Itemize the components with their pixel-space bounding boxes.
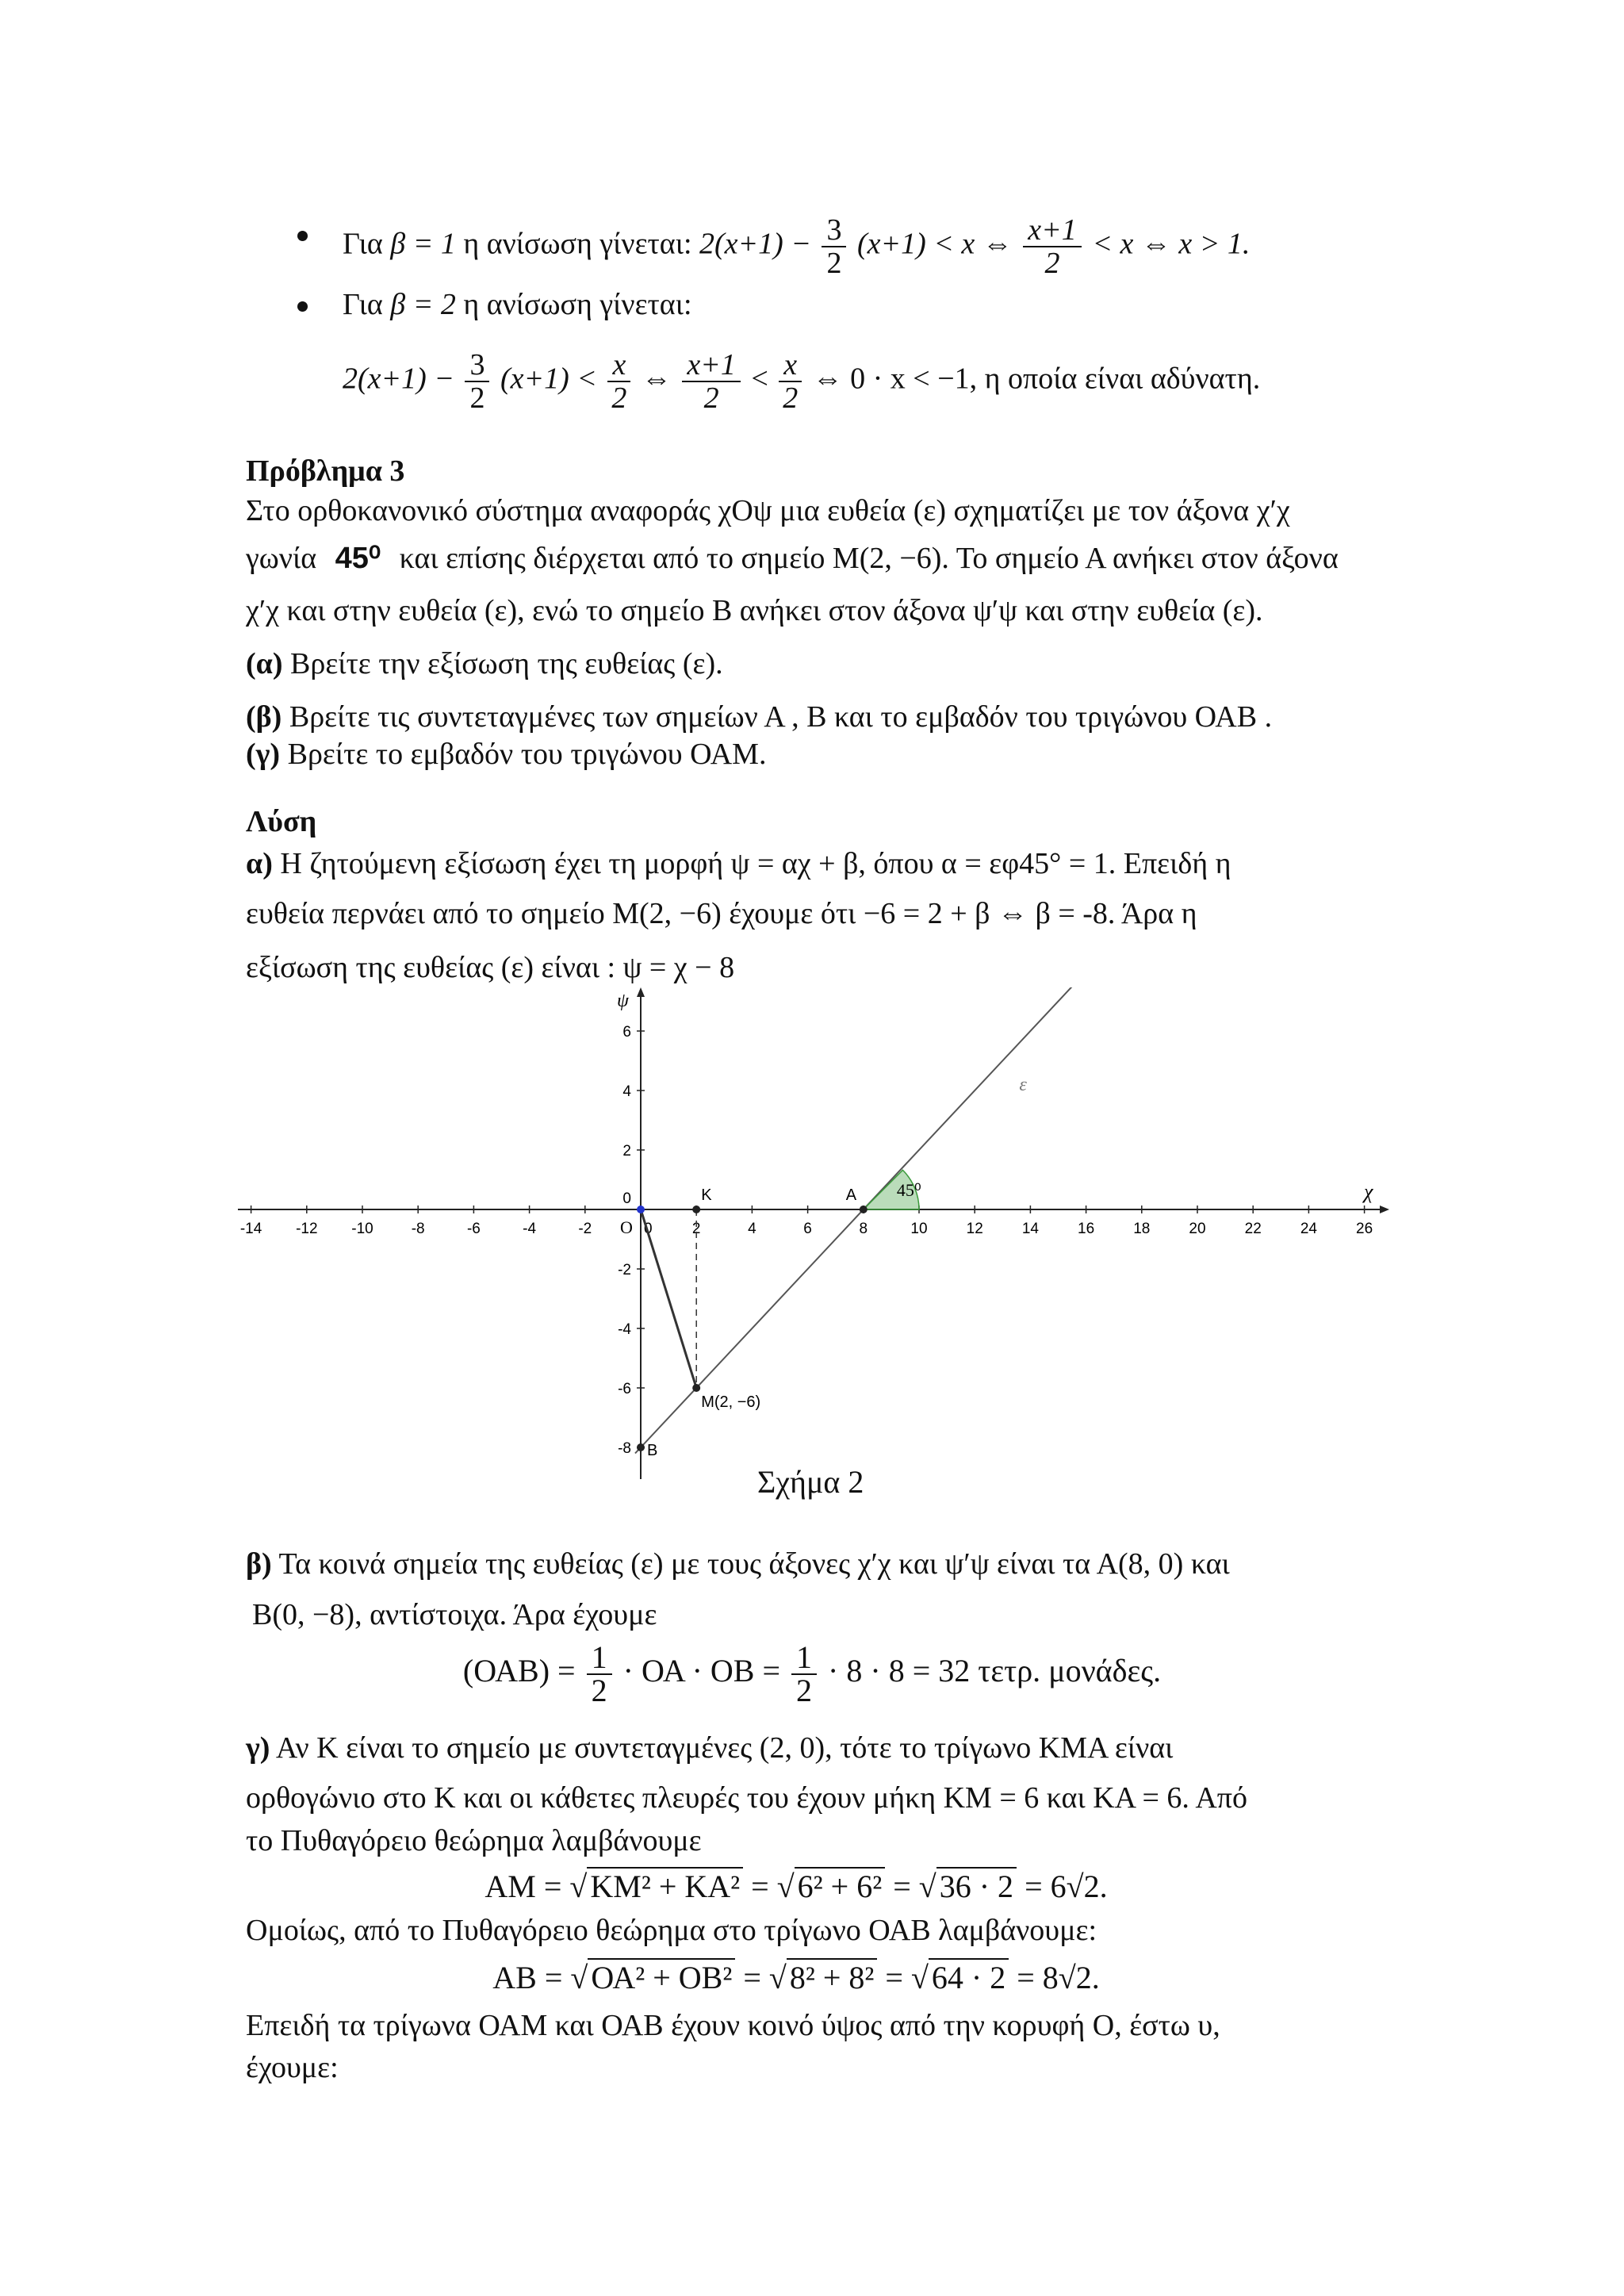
- b2-frac4: [779, 349, 802, 414]
- oab-frac2-num: 1: [791, 1642, 817, 1675]
- solution-title: Λύση: [246, 805, 317, 838]
- bullet-1: [297, 231, 308, 241]
- solution-c-line-4: Ομοίως, από το Πυθαγόρειο θεώρημα στο τρίγωνο ΟΑΒ λαμβάνουμε:: [246, 1914, 1097, 1947]
- question-a-text: Βρείτε την εξίσωση της ευθείας (ε).: [290, 647, 723, 680]
- oab-rhs: · 8 · 8 = 32 τετρ. μονάδες.: [828, 1653, 1162, 1689]
- x-tick-label: 10: [910, 1221, 928, 1237]
- x-tick-label: 4: [748, 1221, 756, 1237]
- ab-root-3: 64 · 2: [929, 1958, 1009, 1995]
- b1-frac2: [1023, 214, 1082, 279]
- b2-intro: Για: [343, 288, 383, 321]
- b1-math-c: < x ⇔ x > 1.: [1092, 227, 1251, 261]
- x-tick-label: 20: [1189, 1221, 1206, 1237]
- b2-math-d: <: [751, 362, 768, 396]
- point-B: [637, 1443, 645, 1451]
- point-K-label: Κ: [701, 1186, 712, 1204]
- problem-line-2a: γωνία: [246, 542, 317, 575]
- b2-beta: β = 2: [390, 288, 456, 321]
- problem-title: Πρόβλημα 3: [246, 454, 405, 488]
- am-eq-1: =: [751, 1869, 769, 1904]
- point-B-label: Β: [647, 1442, 658, 1459]
- b2-math-e: ⇔ 0 · x < −1, η οποία είναι αδύνατη.: [812, 362, 1261, 396]
- x-tick-label: -8: [411, 1221, 425, 1237]
- problem-line-2b: και επίσης διέρχεται από το σημείο Μ(2, −6). Το σημείο Α ανήκει στον άξονα: [399, 542, 1339, 575]
- bullet-2-formula: [343, 349, 1260, 414]
- am-formula: ΑΜ = √ ΚΜ² + ΚΑ² = √ 6² + 6² = √ 36 · 2 = 6√2.: [485, 1869, 1108, 1904]
- solution-c-line-5: Επειδή τα τρίγωνα ΟΑΜ και ΟΑΒ έχουν κοινό ύψος από την κορυφή Ο, έστω υ,: [246, 2009, 1220, 2042]
- solution-b-label: β): [246, 1547, 272, 1581]
- solution-b-text-1: Τα κοινά σημεία της ευθείας (ε) με τους άξονες χ′χ και ψ′ψ είναι τα Α(8, 0) και: [278, 1547, 1230, 1581]
- am-root-2: 6² + 6²: [795, 1867, 886, 1904]
- b1-text: η ανίσωση γίνεται:: [463, 227, 692, 261]
- b1-frac1-num: 3: [822, 214, 846, 247]
- b2-frac1-num: 3: [465, 349, 489, 382]
- oab-frac1-den: 2: [591, 1673, 607, 1708]
- x-tick-label: 14: [1021, 1221, 1039, 1237]
- solution-c-line-1: [246, 1729, 1173, 1767]
- x-tick-label: 24: [1300, 1221, 1317, 1237]
- b2-frac4-den: 2: [783, 381, 799, 415]
- y-tick-label: -2: [618, 1262, 631, 1278]
- question-b-text: Βρείτε τις συντεταγμένες των σημείων Α , Β και το εμβαδόν του τριγώνου ΟΑΒ .: [289, 700, 1273, 734]
- y-tick-label: 0: [622, 1190, 631, 1207]
- x-tick-label: 2: [691, 1221, 701, 1237]
- problem-line-3: χ′χ και στην ευθεία (ε), ενώ το σημείο Β ανήκει στον άξονα ψ′ψ και στην ευθεία (ε).: [246, 594, 1263, 627]
- origin-label: Ο: [620, 1217, 633, 1237]
- x-tick-label: 18: [1133, 1221, 1151, 1237]
- am-root-3: 36 · 2: [936, 1867, 1017, 1904]
- point-M-label: Μ(2, −6): [701, 1393, 761, 1411]
- oab-area-formula: [0, 1639, 1624, 1708]
- b2-frac2-den: 2: [611, 381, 627, 415]
- point-A-label: Α: [845, 1186, 857, 1204]
- am-lhs: ΑΜ =: [485, 1869, 562, 1904]
- am-tail: = 6√2.: [1025, 1869, 1108, 1904]
- x-tick-label: 26: [1356, 1221, 1373, 1237]
- b2-math-c: ⇔: [641, 362, 672, 396]
- oab-frac2: [791, 1639, 817, 1708]
- x-tick-label: 16: [1078, 1221, 1095, 1237]
- question-a-label: (α): [246, 647, 283, 680]
- bullet-1-text: [343, 214, 1250, 279]
- y-tick-label: 2: [622, 1143, 631, 1159]
- solution-a-line-2: ευθεία περνάει από το σημείο Μ(2, −6) έχουμε ότι −6 = 2 + β ⇔ β = -8. Άρα η: [246, 897, 1197, 930]
- oab-frac1-num: 1: [587, 1642, 612, 1675]
- segment-OM: [641, 1209, 696, 1388]
- y-tick-label: -6: [618, 1381, 631, 1397]
- x-axis-label: χ: [1364, 1180, 1373, 1203]
- am-eq-2: =: [893, 1869, 911, 1904]
- b2-frac2: [607, 349, 630, 414]
- b1-beta: β = 1: [390, 227, 456, 261]
- solution-a-line-1: [246, 845, 1231, 883]
- x-axis-arrow: [1380, 1205, 1389, 1213]
- ab-formula: ΑΒ = √ ΟΑ² + ΟΒ² = √ 8² + 8² = √ 64 · 2 = 8√2.: [492, 1960, 1100, 1995]
- problem-line-1: Στο ορθοκανονικό σύστημα αναφοράς χΟψ μια ευθεία (ε) σχηματίζει με τον άξονα χ′χ: [246, 494, 1290, 527]
- x-tick-label: -10: [351, 1221, 373, 1237]
- ab-eq-1: =: [743, 1960, 761, 1995]
- x-tick-label: 12: [966, 1221, 983, 1237]
- x-tick-label: -12: [296, 1221, 318, 1237]
- solution-c-line-2: ορθογώνιο στο Κ και οι κάθετες πλευρές του έχουν μήκη ΚΜ = 6 και ΚΑ = 6. Από: [246, 1781, 1247, 1815]
- solution-c-label: γ): [246, 1731, 270, 1765]
- y-tick-label: -8: [618, 1440, 631, 1457]
- solution-b-line-2: Β(0, −8), αντίστοιχα. Άρα έχουμε: [252, 1598, 657, 1631]
- b2-frac2-num: x: [607, 349, 630, 382]
- solution-a-label: α): [246, 847, 273, 880]
- x-tick-label: -14: [239, 1221, 262, 1237]
- ab-root-1: ΟΑ² + ΟΒ²: [588, 1958, 735, 1995]
- ab-root-2: 8² + 8²: [787, 1958, 878, 1995]
- line-epsilon-label: ε: [1019, 1075, 1027, 1095]
- solution-a-text-1: Η ζητούμενη εξίσωση έχει τη μορφή ψ = αχ + β, όπου α = εφ45° = 1. Επειδή η: [280, 847, 1231, 880]
- x-tick-label: 6: [803, 1221, 812, 1237]
- x-tick-label: 22: [1244, 1221, 1262, 1237]
- question-b-label: (β): [246, 700, 282, 734]
- b2-frac1-den: 2: [469, 381, 485, 415]
- oab-frac1: [587, 1639, 612, 1708]
- problem-line-2: [246, 539, 1339, 577]
- solution-c-text-1: Αν Κ είναι το σημείο με συντεταγμένες (2, 0), τότε το τρίγωνο ΚΜΑ είναι: [275, 1731, 1174, 1765]
- question-c-text: Βρείτε το εμβαδόν του τριγώνου ΟΑΜ.: [287, 738, 767, 771]
- y-tick-label: 4: [622, 1083, 631, 1100]
- question-a: [246, 645, 723, 683]
- b2-frac4-num: x: [779, 349, 802, 382]
- ab-lhs: ΑΒ =: [492, 1960, 563, 1995]
- b2-frac3: [682, 349, 741, 414]
- x-tick-label: 8: [859, 1221, 868, 1237]
- figure-caption: Σχήμα 2: [757, 1464, 864, 1500]
- bullet-2: [297, 301, 308, 312]
- coordinate-figure: [238, 987, 1396, 1479]
- solution-b-line-1: [246, 1545, 1230, 1583]
- b1-math-a: 2(x+1) −: [699, 227, 811, 261]
- b1-frac2-den: 2: [1044, 247, 1060, 280]
- point-A: [860, 1205, 868, 1213]
- point-K: [692, 1205, 700, 1213]
- b1-frac2-num: x+1: [1023, 214, 1082, 247]
- ab-tail: = 8√2.: [1017, 1960, 1100, 1995]
- question-c-label: (γ): [246, 738, 281, 771]
- bullet-2-text: [343, 286, 692, 324]
- b2-frac1: [465, 349, 489, 414]
- y-axis-label: ψ: [617, 991, 629, 1011]
- point-M: [692, 1384, 700, 1392]
- y-tick-label: 6: [622, 1024, 631, 1041]
- point-O: [637, 1205, 645, 1213]
- oab-lhs: (ΟΑΒ) =: [462, 1653, 576, 1689]
- ab-eq-2: =: [885, 1960, 903, 1995]
- b1-frac1: [822, 214, 846, 279]
- b2-frac3-num: x+1: [682, 349, 741, 382]
- am-root-1: ΚΜ² + ΚΑ²: [587, 1867, 743, 1904]
- oab-mid: · ΟΑ · ΟΒ =: [622, 1653, 781, 1689]
- angle-label: 45⁰: [896, 1180, 921, 1201]
- question-b: [246, 698, 1272, 736]
- b2-text: η ανίσωση γίνεται:: [463, 288, 692, 321]
- x-tick-label: -2: [578, 1221, 592, 1237]
- x-tick-label: 0: [644, 1221, 653, 1237]
- b1-math-b: (x+1) < x ⇔: [856, 227, 1013, 261]
- b2-math-a: 2(x+1) −: [343, 362, 454, 396]
- solution-c-line-3: το Πυθαγόρειο θεώρημα λαμβάνουμε: [246, 1824, 702, 1857]
- question-c: [246, 735, 766, 773]
- b2-frac3-den: 2: [703, 381, 719, 415]
- b1-intro: Για: [343, 227, 383, 261]
- solution-a-line-3: εξίσωση της ευθείας (ε) είναι : ψ = χ − 8: [246, 951, 735, 984]
- x-tick-label: -4: [523, 1221, 537, 1237]
- x-tick-label: -6: [466, 1221, 481, 1237]
- y-tick-label: -4: [618, 1321, 631, 1338]
- solution-c-line-6: έχουμε:: [246, 2051, 339, 2084]
- b2-math-b: (x+1) <: [500, 362, 597, 396]
- b1-frac1-den: 2: [826, 247, 842, 280]
- angle-45: 45⁰: [335, 542, 381, 575]
- oab-frac2-den: 2: [796, 1673, 813, 1708]
- y-axis-arrow: [637, 987, 645, 997]
